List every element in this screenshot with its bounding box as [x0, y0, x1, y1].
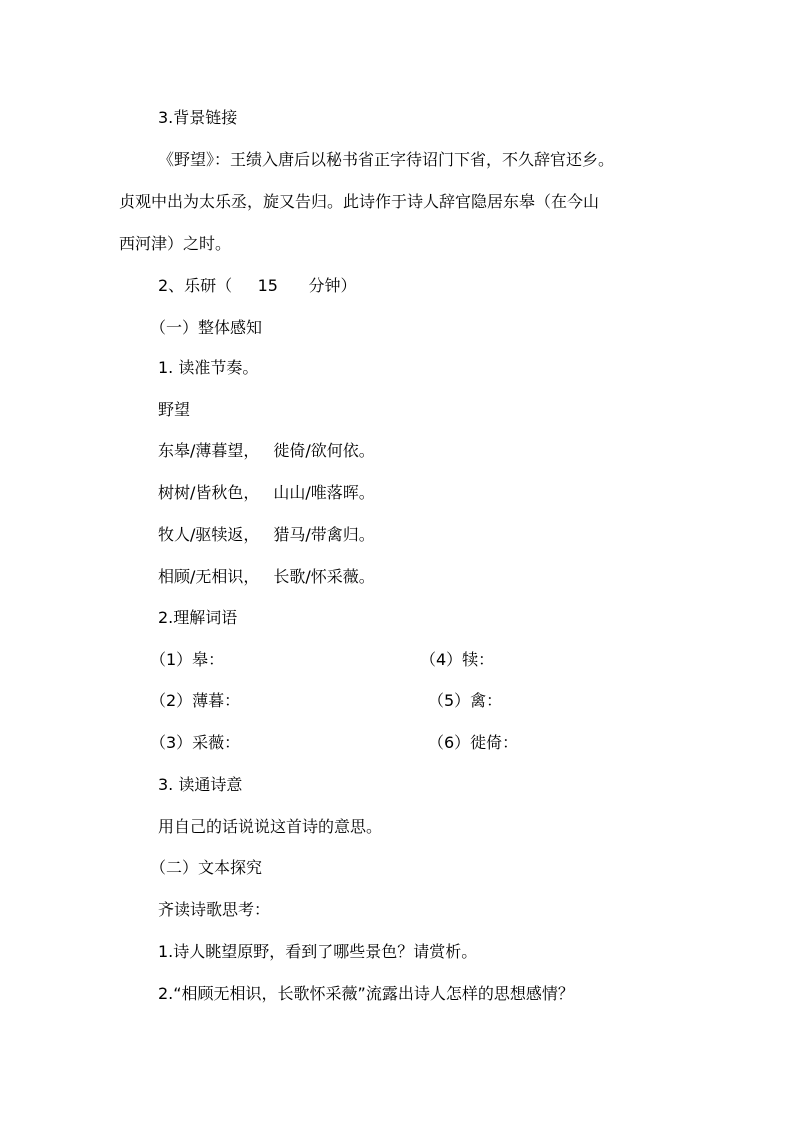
question-1: 1.诗人眺望原野，看到了哪些景色？请赏析。 [158, 942, 478, 961]
part-2-instruction: 齐读诗歌思考： [158, 900, 271, 919]
background-paragraph-line-3: 西河津）之时。 [119, 234, 232, 253]
vocab-item-left: （2）薄暮： [150, 691, 241, 710]
part-1-heading: （一）整体感知 [150, 318, 263, 337]
poem-line-second-half: 长歌/怀采薇。 [273, 567, 375, 586]
poem-line-first-half: 树树/皆秋色， [158, 483, 260, 502]
task-2-heading: 2.理解词语 [158, 608, 238, 627]
background-paragraph-line-1: 《野望》：王绩入唐后以秘书省正字待诏门下省，不久辞官还乡。 [158, 150, 615, 169]
part-2-heading: （二）文本探究 [150, 858, 263, 877]
task-3-instruction: 用自己的话说说这首诗的意思。 [158, 817, 383, 836]
poem-line-first-half: 牧人/驱犊返， [158, 525, 260, 544]
background-paragraph-line-2: 贞观中出为太乐丞，旋又告归。此诗作于诗人辞官隐居东皋（在今山 [119, 192, 600, 211]
poem-line [158, 525, 375, 545]
vocab-item-right: （4）犊： [420, 650, 495, 669]
poem-line-first-half: 相顾/无相识， [158, 567, 260, 586]
vocab-item-left: （1）皋： [150, 650, 225, 669]
vocab-item-right: （6）徙倚： [428, 733, 519, 752]
background-heading: 3.背景链接 [158, 108, 238, 127]
poem-line [158, 441, 375, 461]
vocab-item-right: （5）禽： [428, 691, 503, 710]
section-2-heading: 2、乐研（ 15 分钟） [158, 276, 357, 295]
poem-line-second-half: 山山/唯落晖。 [273, 483, 375, 502]
poem-line-second-half: 徙倚/欲何依。 [273, 441, 375, 460]
poem-line-second-half: 猎马/带禽归。 [273, 525, 375, 544]
poem-line-first-half: 东皋/薄暮望， [158, 441, 260, 460]
poem-line [158, 483, 375, 503]
task-3-heading: 3. 读通诗意 [158, 775, 243, 794]
poem-title: 野望 [158, 400, 191, 419]
poem-line [158, 567, 375, 587]
question-2: 2.“相顾无相识，长歌怀采薇”流露出诗人怎样的思想感情？ [158, 984, 574, 1003]
vocab-item-left: （3）采薇： [150, 733, 241, 752]
task-1-heading: 1. 读准节奏。 [158, 358, 259, 377]
